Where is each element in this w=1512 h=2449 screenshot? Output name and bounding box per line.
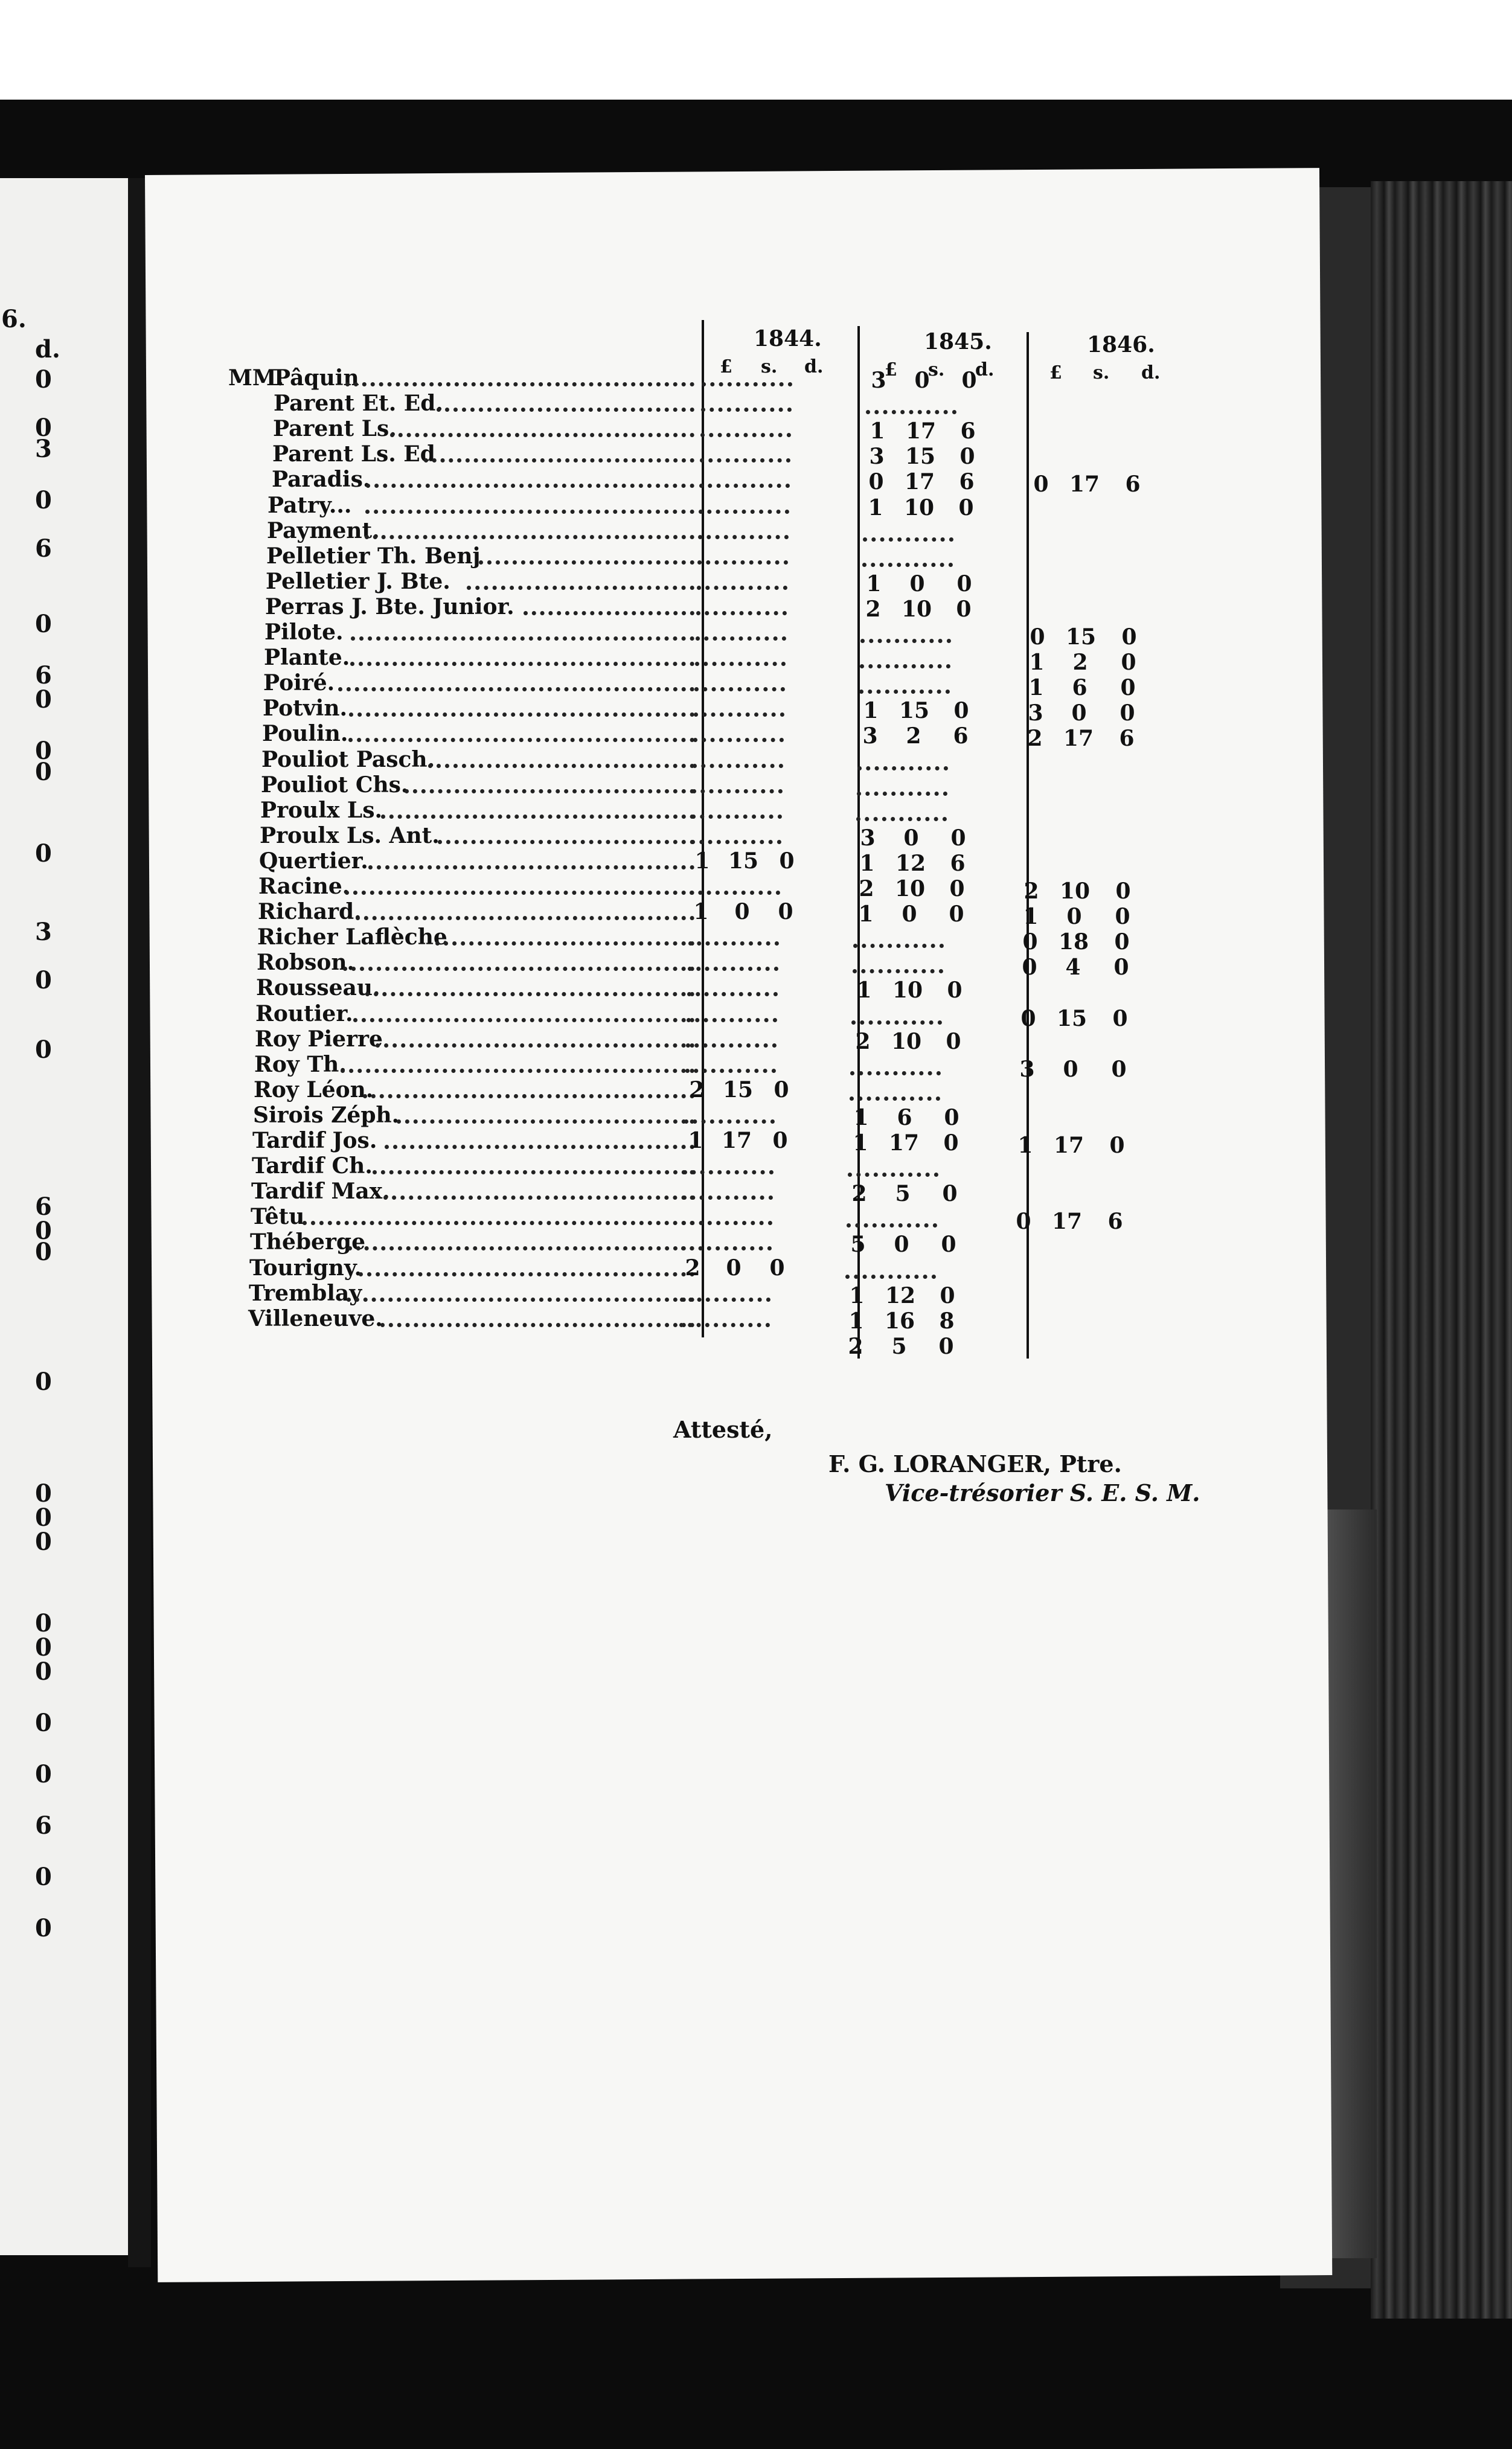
amount-pounds: 5 bbox=[850, 1232, 866, 1258]
left-page-pence-value: 0 bbox=[35, 365, 52, 394]
row-name: Richer Laflèche bbox=[257, 924, 447, 950]
empty-cell-dots bbox=[860, 639, 951, 643]
amount-shillings: 15 bbox=[1056, 1005, 1088, 1031]
amount-pence: 0 bbox=[944, 1104, 959, 1130]
amount-pounds: 3 bbox=[871, 368, 886, 393]
amount-shillings: 17 bbox=[1063, 726, 1094, 752]
row-name: Paradis. bbox=[272, 467, 371, 493]
amount-shillings: 5 bbox=[891, 1333, 907, 1359]
empty-cell-dots bbox=[693, 738, 784, 742]
row-name: Roy Pierre bbox=[255, 1026, 383, 1052]
empty-cell-dots bbox=[697, 586, 787, 590]
amount-pence: 0 bbox=[950, 825, 966, 851]
row-name: Pâquin bbox=[274, 365, 359, 391]
row-name: Racine. bbox=[258, 874, 350, 899]
amount-shillings: 6 bbox=[897, 1104, 912, 1130]
amount-shillings: 0 bbox=[894, 1232, 909, 1258]
amount-shillings: 0 bbox=[726, 1255, 742, 1281]
amount-pence: 0 bbox=[949, 876, 965, 901]
empty-cell-dots bbox=[848, 1173, 938, 1177]
left-page-pence-value: 0 bbox=[35, 737, 52, 765]
leader-dots bbox=[348, 738, 694, 742]
amount-shillings: 0 bbox=[909, 571, 925, 597]
row-name: Rousseau. bbox=[256, 975, 380, 1001]
amount-pence: 0 bbox=[1111, 1056, 1127, 1082]
row-name: Perras J. Bte. Junior. bbox=[265, 594, 514, 619]
amount-pounds: 3 bbox=[1028, 700, 1043, 726]
amount-pence: 0 bbox=[942, 1181, 958, 1207]
amount-pence: 6 bbox=[1125, 472, 1141, 498]
signer-name: F. G. LORANGER, Ptre. bbox=[828, 1450, 1122, 1477]
amount-pence: 0 bbox=[956, 596, 972, 622]
amount-pounds: 1 bbox=[688, 1128, 703, 1153]
amount-pounds: 1 bbox=[849, 1282, 865, 1308]
empty-cell-dots bbox=[693, 764, 783, 768]
left-page-pence-value: 0 bbox=[35, 1609, 52, 1637]
amount-pence: 0 bbox=[1114, 929, 1130, 955]
row-name: Patry... bbox=[267, 492, 352, 518]
amount-pence: 6 bbox=[953, 723, 969, 749]
amount-pounds: 1 bbox=[859, 850, 875, 876]
amount-pounds: 1 bbox=[1023, 904, 1039, 930]
amount-pence: 6 bbox=[950, 850, 966, 876]
amount-shillings: 16 bbox=[884, 1308, 915, 1334]
amount-pounds: 2 bbox=[1027, 726, 1043, 752]
amount-pounds: 0 bbox=[1033, 472, 1049, 498]
empty-cell-dots bbox=[692, 789, 783, 793]
row-name: Poulin. bbox=[262, 721, 348, 747]
amount-shillings: 2 bbox=[906, 723, 921, 749]
amount-pounds: 1 bbox=[853, 1130, 868, 1156]
amount-shillings: 0 bbox=[1063, 1056, 1078, 1082]
amount-pence: 0 bbox=[1112, 1005, 1128, 1031]
row-name: Sirois Zéph. bbox=[253, 1102, 400, 1128]
left-page-pence-value: 6 bbox=[35, 1811, 52, 1840]
amount-pence: 0 bbox=[769, 1255, 785, 1281]
left-page-pence-value: 0 bbox=[35, 610, 52, 638]
left-page-pence-value: 6 bbox=[35, 534, 52, 563]
empty-cell-dots bbox=[853, 969, 943, 973]
row-name: Quertier. bbox=[259, 848, 368, 874]
leader-dots bbox=[348, 1246, 694, 1250]
leader-dots bbox=[383, 1196, 694, 1200]
year-header: 1844. bbox=[754, 326, 822, 351]
amount-shillings: 0 bbox=[1071, 700, 1087, 726]
empty-cell-dots bbox=[694, 687, 785, 691]
amount-shillings: 10 bbox=[901, 596, 932, 622]
leader-dots bbox=[356, 916, 694, 920]
amount-pence: 0 bbox=[943, 1130, 959, 1156]
amount-pounds: 0 bbox=[1020, 1005, 1036, 1031]
currency-header: d. bbox=[804, 356, 824, 377]
left-page-pence-value: 3 bbox=[35, 435, 52, 463]
amount-pounds: 0 bbox=[1022, 955, 1037, 981]
leader-dots bbox=[353, 1018, 694, 1022]
amount-shillings: 17 bbox=[1069, 472, 1100, 498]
row-name: Têtu bbox=[251, 1204, 305, 1230]
amount-pounds: 3 bbox=[862, 723, 878, 749]
amount-shillings: 0 bbox=[903, 825, 919, 851]
amount-shillings: 15 bbox=[1065, 624, 1097, 650]
leader-dots bbox=[437, 408, 694, 412]
empty-cell-dots bbox=[857, 766, 948, 770]
amount-shillings: 17 bbox=[721, 1128, 752, 1153]
empty-cell-dots bbox=[698, 535, 789, 539]
amount-shillings: 17 bbox=[888, 1130, 920, 1156]
leader-dots bbox=[365, 535, 694, 539]
empty-cell-dots bbox=[856, 817, 947, 821]
left-page-pence-value: 6 bbox=[35, 661, 52, 690]
row-name: Roy Léon. bbox=[254, 1077, 374, 1103]
amount-pounds: 1 bbox=[693, 899, 709, 925]
empty-cell-dots bbox=[700, 433, 791, 437]
amount-pence: 0 bbox=[1121, 624, 1137, 650]
book-fore-edge bbox=[1371, 181, 1512, 2319]
leader-dots bbox=[338, 687, 694, 691]
empty-cell-dots bbox=[680, 1298, 770, 1302]
left-page-pence-value: 3 bbox=[35, 918, 52, 946]
attestation-label: Attesté, bbox=[673, 1416, 773, 1443]
currency-header: £ bbox=[1049, 362, 1062, 383]
row-name: Routier. bbox=[255, 1000, 353, 1026]
leader-dots bbox=[385, 1145, 694, 1149]
amount-pence: 0 bbox=[961, 368, 977, 393]
row-name: Potvin. bbox=[263, 696, 348, 722]
row-name: Robson. bbox=[257, 950, 355, 976]
empty-cell-dots bbox=[682, 1221, 772, 1225]
amount-pence: 0 bbox=[941, 1232, 956, 1258]
amount-pounds: 0 bbox=[868, 469, 884, 495]
leader-dots bbox=[405, 789, 694, 793]
left-page-pence-value: 0 bbox=[35, 1479, 52, 1508]
amount-pounds: 2 bbox=[851, 1181, 867, 1207]
leader-dots bbox=[345, 382, 694, 386]
amount-pounds: 3 bbox=[860, 825, 876, 851]
left-page-pence-value: 0 bbox=[35, 685, 52, 714]
amount-shillings: 10 bbox=[903, 495, 935, 520]
amount-pence: 0 bbox=[1113, 955, 1129, 981]
row-name: Pouliot Chs. bbox=[261, 772, 409, 798]
empty-cell-dots bbox=[851, 1020, 942, 1025]
amount-pounds: 2 bbox=[1023, 879, 1039, 904]
currency-header: s. bbox=[761, 356, 778, 377]
leader-dots bbox=[438, 840, 694, 844]
amount-pounds: 1 bbox=[866, 571, 882, 597]
amount-pounds: 2 bbox=[685, 1255, 700, 1281]
amount-pence: 0 bbox=[1109, 1133, 1125, 1158]
amount-shillings: 15 bbox=[905, 444, 936, 470]
amount-pence: 0 bbox=[956, 571, 972, 597]
empty-cell-dots bbox=[695, 662, 786, 666]
row-name: Richard. bbox=[258, 899, 362, 925]
empty-cell-dots bbox=[850, 1096, 940, 1101]
amount-pounds: 1 bbox=[870, 418, 885, 444]
leader-dots bbox=[349, 712, 694, 717]
amount-pounds: 1 bbox=[858, 901, 874, 927]
currency-header: s. bbox=[1093, 362, 1110, 383]
amount-pence: 0 bbox=[938, 1333, 954, 1359]
amount-pence: 0 bbox=[779, 848, 795, 874]
amount-pounds: 3 bbox=[869, 444, 885, 470]
left-page-pence-value: 0 bbox=[35, 1528, 52, 1556]
amount-pence: 6 bbox=[960, 418, 976, 444]
amount-pence: 0 bbox=[1121, 650, 1136, 676]
left-page-header: 6. bbox=[1, 305, 27, 333]
amount-pence: 0 bbox=[946, 1028, 961, 1054]
amount-pence: 0 bbox=[778, 899, 793, 925]
amount-shillings: 10 bbox=[894, 876, 926, 901]
leader-dots bbox=[343, 967, 694, 971]
row-name: Pilote. bbox=[264, 619, 344, 645]
row-name: Tremblay bbox=[249, 1280, 362, 1306]
amount-pence: 0 bbox=[1115, 879, 1131, 904]
left-page-pence-value: 0 bbox=[35, 1914, 52, 1942]
currency-header: d. bbox=[1141, 362, 1161, 383]
empty-cell-dots bbox=[690, 891, 780, 895]
amount-shillings: 6 bbox=[1072, 675, 1088, 701]
amount-shillings: 12 bbox=[885, 1282, 916, 1308]
left-page-pence-value: 0 bbox=[35, 1368, 52, 1396]
honorific: MM. bbox=[228, 365, 284, 391]
empty-cell-dots bbox=[853, 944, 944, 948]
empty-cell-dots bbox=[701, 408, 792, 412]
amount-shillings: 12 bbox=[895, 850, 926, 876]
empty-cell-dots bbox=[683, 1170, 774, 1174]
row-name: Tardif Ch. bbox=[252, 1153, 373, 1179]
leader-dots bbox=[366, 484, 694, 488]
empty-cell-dots bbox=[688, 967, 778, 971]
amount-pence: 0 bbox=[953, 698, 969, 724]
row-name: Parent Ls. bbox=[273, 416, 397, 442]
empty-cell-dots bbox=[863, 537, 953, 542]
amount-pounds: 0 bbox=[1022, 929, 1038, 955]
amount-shillings: 5 bbox=[895, 1181, 911, 1207]
amount-pounds: 3 bbox=[1019, 1056, 1035, 1082]
empty-cell-dots bbox=[691, 840, 781, 844]
row-name: Roy Th. bbox=[254, 1051, 347, 1077]
amount-shillings: 0 bbox=[914, 368, 930, 393]
empty-cell-dots bbox=[681, 1246, 772, 1250]
left-page-pence-value: 0 bbox=[35, 839, 52, 868]
leader-dots bbox=[303, 1221, 694, 1225]
empty-cell-dots bbox=[702, 382, 792, 386]
amount-pounds: 2 bbox=[848, 1333, 863, 1359]
leader-dots bbox=[380, 1323, 694, 1327]
amount-pence: 0 bbox=[959, 444, 975, 470]
amount-pence: 0 bbox=[1120, 700, 1135, 726]
row-name: Parent Et. Ed. bbox=[274, 391, 443, 417]
amount-shillings: 15 bbox=[728, 848, 759, 874]
empty-cell-dots bbox=[697, 560, 788, 565]
left-page-pence-value: 0 bbox=[35, 966, 52, 994]
amount-shillings: 17 bbox=[1051, 1209, 1083, 1235]
currency-header: s. bbox=[928, 359, 945, 380]
amount-pence: 0 bbox=[940, 1282, 955, 1308]
empty-cell-dots bbox=[857, 792, 947, 796]
amount-pounds: 1 bbox=[868, 495, 883, 520]
currency-header: £ bbox=[885, 359, 897, 380]
empty-cell-dots bbox=[696, 636, 786, 641]
amount-pence: 0 bbox=[772, 1128, 788, 1153]
amount-pounds: 0 bbox=[1030, 624, 1045, 650]
amount-shillings: 0 bbox=[1066, 904, 1082, 930]
amount-pounds: 2 bbox=[689, 1077, 705, 1103]
amount-pence: 0 bbox=[949, 901, 964, 927]
left-page-pence-value: 6 bbox=[35, 1192, 52, 1221]
row-name: Tourigny. bbox=[249, 1255, 362, 1281]
row-name: Payment. bbox=[267, 517, 380, 543]
amount-pence: 6 bbox=[1107, 1209, 1123, 1235]
leader-dots bbox=[365, 510, 694, 514]
amount-shillings: 18 bbox=[1058, 929, 1089, 955]
amount-shillings: 17 bbox=[904, 469, 935, 495]
leader-dots bbox=[350, 662, 694, 666]
leader-dots bbox=[524, 611, 694, 615]
amount-shillings: 10 bbox=[892, 978, 923, 1004]
left-page bbox=[0, 178, 128, 2255]
leader-dots bbox=[390, 433, 694, 437]
empty-cell-dots bbox=[850, 1071, 941, 1075]
amount-shillings: 10 bbox=[891, 1028, 922, 1054]
left-page-d-label: d. bbox=[35, 335, 60, 363]
empty-cell-dots bbox=[685, 1069, 776, 1073]
amount-shillings: 17 bbox=[1053, 1133, 1084, 1158]
leader-dots bbox=[428, 764, 694, 768]
amount-shillings: 0 bbox=[902, 901, 917, 927]
leader-dots bbox=[347, 1298, 694, 1302]
empty-cell-dots bbox=[679, 1323, 770, 1327]
leader-dots bbox=[363, 1094, 694, 1098]
amount-pounds: 1 bbox=[694, 848, 710, 874]
empty-cell-dots bbox=[691, 815, 782, 819]
amount-pounds: 2 bbox=[855, 1028, 871, 1054]
left-page-pence-value: 0 bbox=[35, 1657, 52, 1686]
left-page-pence-value: 0 bbox=[35, 1503, 52, 1532]
empty-cell-dots bbox=[688, 941, 779, 946]
leader-dots bbox=[397, 1119, 694, 1124]
empty-cell-dots bbox=[686, 1043, 777, 1048]
row-name: Villeneuve. bbox=[248, 1305, 383, 1331]
amount-pence: 6 bbox=[959, 469, 975, 495]
amount-pence: 0 bbox=[947, 978, 963, 1004]
column-rule bbox=[702, 320, 704, 1337]
empty-cell-dots bbox=[699, 510, 789, 514]
row-name: Tardif Jos. bbox=[252, 1128, 377, 1153]
left-page-pence-value: 0 bbox=[35, 414, 52, 442]
amount-pounds: 1 bbox=[1029, 650, 1045, 676]
amount-shillings: 0 bbox=[734, 899, 750, 925]
empty-cell-dots bbox=[682, 1196, 773, 1200]
empty-cell-dots bbox=[694, 712, 784, 717]
leader-dots bbox=[368, 865, 694, 869]
leader-dots bbox=[341, 1069, 694, 1073]
left-page-pence-value: 0 bbox=[35, 1760, 52, 1788]
row-name: Proulx Ls. Ant. bbox=[260, 822, 440, 848]
amount-pounds: 1 bbox=[1028, 675, 1044, 701]
empty-cell-dots bbox=[845, 1275, 936, 1279]
left-page-pence-value: 0 bbox=[35, 1709, 52, 1737]
amount-shillings: 10 bbox=[1059, 879, 1091, 904]
left-page-pence-value: 0 bbox=[35, 758, 52, 786]
leader-dots bbox=[373, 1170, 694, 1174]
row-name: Tardif Max. bbox=[251, 1179, 390, 1205]
row-name: Poiré. bbox=[263, 670, 335, 696]
year-header: 1846. bbox=[1087, 332, 1155, 357]
currency-header: d. bbox=[975, 359, 995, 380]
empty-cell-dots bbox=[684, 1119, 775, 1124]
empty-cell-dots bbox=[699, 484, 790, 488]
amount-pounds: 1 bbox=[853, 1104, 869, 1130]
amount-pounds: 0 bbox=[1016, 1209, 1031, 1235]
leader-dots bbox=[365, 992, 694, 996]
amount-pence: 0 bbox=[1115, 904, 1130, 930]
left-page-pence-value: 0 bbox=[35, 1863, 52, 1891]
amount-shillings: 4 bbox=[1065, 955, 1081, 981]
empty-cell-dots bbox=[859, 690, 950, 694]
leader-dots bbox=[467, 586, 694, 590]
row-name: Pelletier J. Bte. bbox=[266, 568, 450, 594]
amount-pence: 8 bbox=[939, 1308, 955, 1334]
amount-pounds: 1 bbox=[1017, 1133, 1033, 1158]
left-page-pence-value: 0 bbox=[35, 1036, 52, 1064]
amount-pence: 0 bbox=[958, 495, 974, 520]
left-page-pence-value: 0 bbox=[35, 1633, 52, 1662]
row-name: Plante. bbox=[264, 645, 350, 671]
amount-pounds: 2 bbox=[859, 876, 874, 901]
row-name: Pouliot Pasch. bbox=[261, 746, 435, 772]
empty-cell-dots bbox=[696, 611, 787, 615]
amount-pounds: 1 bbox=[856, 978, 872, 1004]
leader-dots bbox=[479, 560, 694, 565]
amount-pence: 0 bbox=[1120, 675, 1136, 701]
row-name: Proulx Ls. bbox=[260, 797, 383, 823]
amount-pounds: 1 bbox=[848, 1308, 864, 1334]
leader-dots bbox=[424, 458, 694, 463]
amount-shillings: 2 bbox=[1072, 650, 1088, 676]
currency-header: £ bbox=[720, 356, 732, 377]
left-page-pence-value: 0 bbox=[35, 1217, 52, 1245]
leader-dots bbox=[359, 1272, 694, 1276]
amount-pounds: 2 bbox=[865, 596, 881, 622]
row-name: Parent Ls. Ed bbox=[272, 441, 435, 467]
leader-dots bbox=[351, 636, 694, 641]
amount-pence: 6 bbox=[1119, 726, 1135, 752]
year-header: 1845. bbox=[924, 329, 992, 354]
left-page-pence-value: 0 bbox=[35, 486, 52, 514]
signer-title: Vice-trésorier S. E. S. M. bbox=[885, 1479, 1200, 1506]
empty-cell-dots bbox=[687, 1018, 777, 1022]
amount-pence: 0 bbox=[774, 1077, 789, 1103]
row-name: Théberge bbox=[250, 1229, 365, 1255]
leader-dots bbox=[435, 941, 694, 946]
empty-cell-dots bbox=[862, 563, 953, 567]
empty-cell-dots bbox=[866, 410, 956, 414]
empty-cell-dots bbox=[847, 1223, 937, 1228]
leader-dots bbox=[376, 1043, 694, 1048]
empty-cell-dots bbox=[700, 458, 790, 463]
amount-shillings: 15 bbox=[899, 698, 930, 724]
left-page-pence-value: 0 bbox=[35, 1238, 52, 1266]
empty-cell-dots bbox=[860, 664, 950, 668]
leader-dots bbox=[381, 815, 694, 819]
empty-cell-dots bbox=[687, 992, 778, 996]
row-name: Pelletier Th. Benj bbox=[266, 543, 481, 569]
leader-dots bbox=[345, 891, 694, 895]
amount-pounds: 1 bbox=[863, 698, 879, 724]
amount-shillings: 17 bbox=[905, 418, 937, 444]
amount-shillings: 15 bbox=[722, 1077, 754, 1103]
